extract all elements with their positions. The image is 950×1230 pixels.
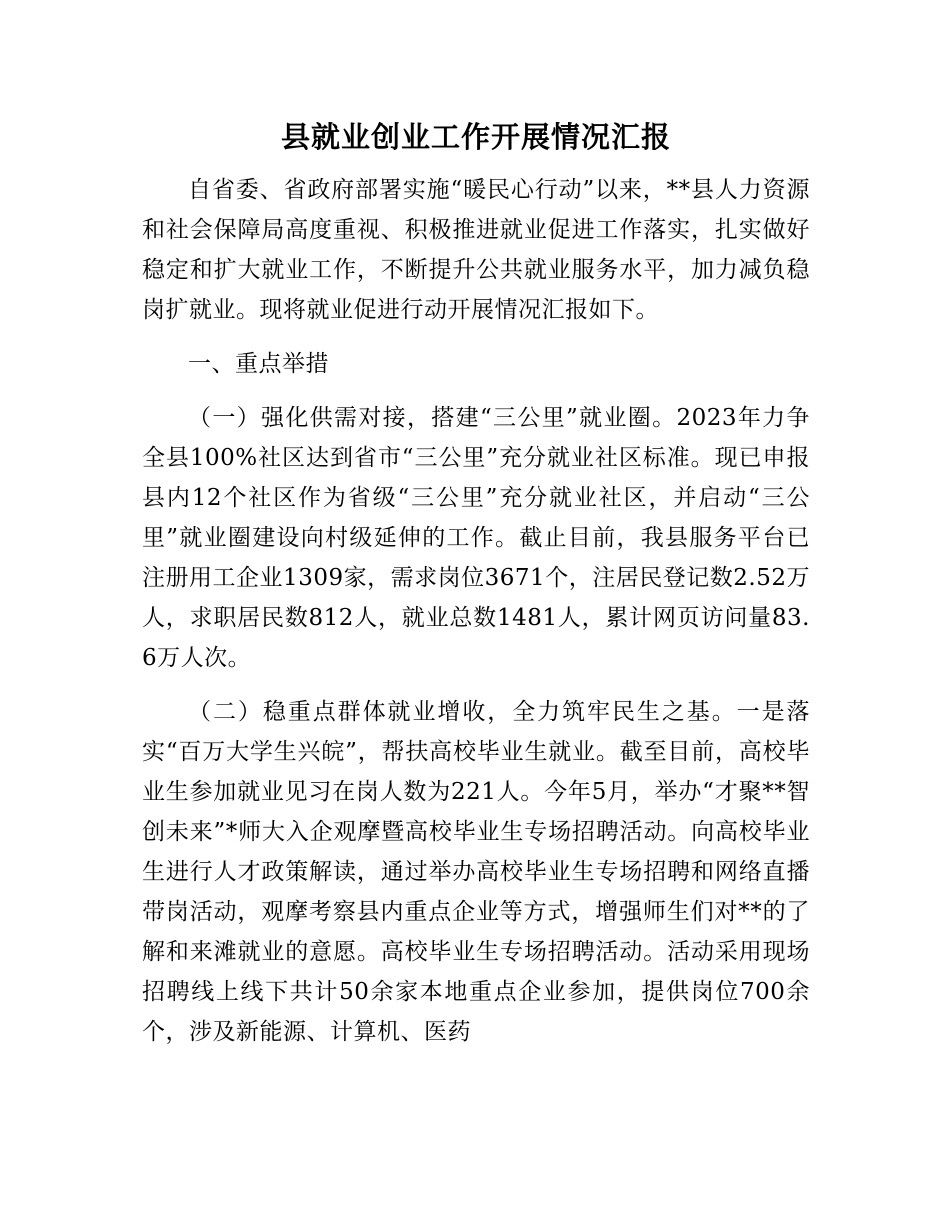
intro-paragraph: 自省委、省政府部署实施“暖民心行动”以来，**县人力资源和社会保障局高度重视、积极推进就业促进工作落实，扎实做好稳定和扩大就业工作，不断提升公共就业服务水平，加力减负稳岗扩就业。现将就业促进行动开展情况汇报如下。 — [142, 177, 810, 323]
body-paragraph-2: （二）稳重点群体就业增收，全力筑牢民生之基。一是落实“百万大学生兴皖”，帮扶高校毕业生就业。截至目前，高校毕业生参加就业见习在岗人数为221人。今年5月，举办“才聚**智创未来”*师大入企观摩暨高校毕业生专场招聘活动。向高校毕业生进行人才政策解读，通过举办高校毕业生专场招聘和网络直播带岗活动，观摩考察县内重点企业等方式，增强师生们对**的了解和来滩就业的意愿。高校毕业生专场招聘活动。活动采用现场招聘线上线下共计50余家本地重点企业参加，提供岗位700余个，涉及新能源、计算机、医药 — [142, 699, 810, 1045]
section-heading: 一、重点举措 — [188, 351, 329, 377]
document-page — [142, 112, 810, 1052]
document-title: 县就业创业工作开展情况汇报 — [280, 120, 671, 154]
body-paragraph-1: （一）强化供需对接，搭建“三公里”就业圈。2023年力争全县100%社区达到省市“三公里”充分就业社区标准。现已申报县内12个社区作为省级“三公里”充分就业社区，并启动“三公里”就业圈建设向村级延伸的工作。截止目前，我县服务平台已注册用工企业1309家，需求岗位3671个，注居民登记数2.52万人，求职居民数812人，就业总数1481人，累计网页访问量83.6万人次。 — [142, 405, 810, 671]
